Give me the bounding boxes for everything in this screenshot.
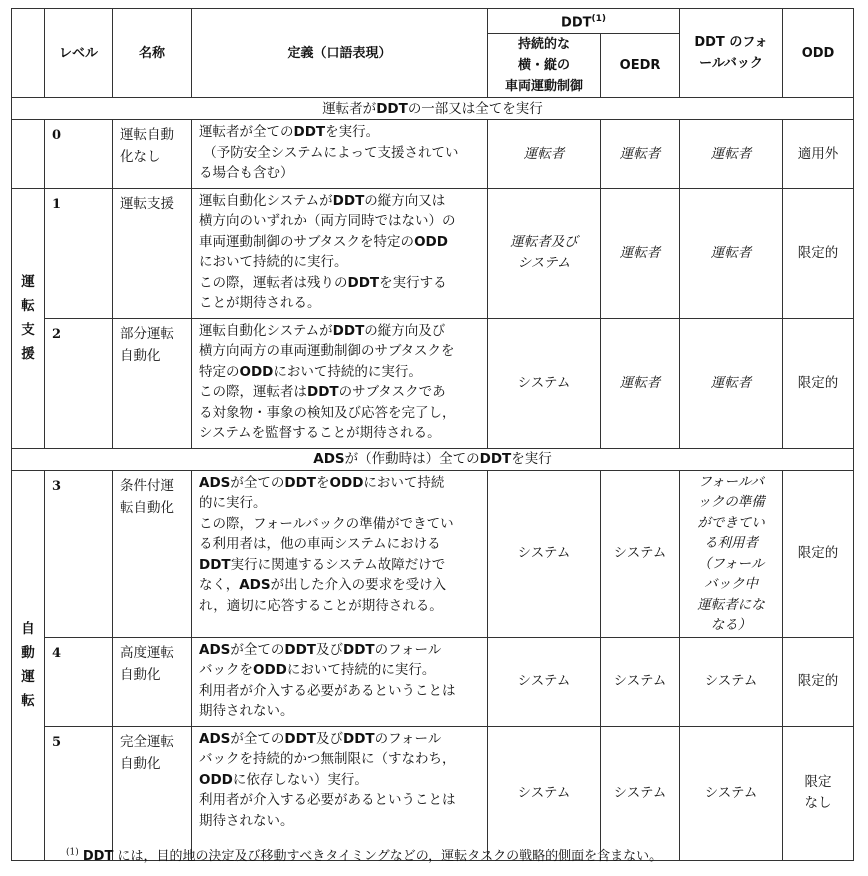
level-2-definition <box>192 318 488 448</box>
level-5-fallback: システム <box>680 726 783 860</box>
def-line: 運転自動化システムがDDTの縦方向又は <box>199 192 446 209</box>
def-line: る場合も含む） <box>199 165 294 182</box>
def-line: （予防安全システムによって支援されてい <box>203 144 459 161</box>
level-2-number: 2 <box>45 318 113 448</box>
level-1-definition <box>192 188 488 318</box>
def-line: 運転者が全てのDDTを実行。 <box>199 124 380 141</box>
section-driver-text: の一部又は全てを実行 <box>407 100 543 117</box>
level-0-name-l2: 化なし <box>120 149 161 166</box>
level-1-odd: 限定的 <box>783 188 854 318</box>
section-ads-row: ADSが（作動時は）全てのDDTを実行 <box>12 448 854 470</box>
level-5-odd: 限定 なし <box>783 726 854 860</box>
footnote-term: DDT <box>82 849 114 864</box>
def-line: る利用者は，他の車両システムにおける <box>199 536 441 553</box>
level-5-number: 5 <box>45 726 113 860</box>
header-ddt <box>488 9 680 34</box>
level-2-fallback: 運転者 <box>680 318 783 448</box>
level-4-oedr: システム <box>601 637 680 726</box>
section-driver-pre: 運転者が <box>322 100 377 117</box>
section-driver-ddt: DDT <box>376 100 408 117</box>
level-4-sustained: システム <box>488 637 601 726</box>
def-line: システムを監督することが期待される。 <box>199 425 441 442</box>
level-4-definition <box>192 637 488 726</box>
level-0-fallback: 運転者 <box>680 120 783 189</box>
level-4-odd: 限定的 <box>783 637 854 726</box>
header-oedr: OEDR <box>601 34 680 98</box>
def-line: ODDに依存しない）実行。 <box>199 771 368 788</box>
level-3-name: 条件付運 転自動化 <box>113 470 192 637</box>
level-3-definition <box>192 470 488 637</box>
def-line: ADSが全てのDDTをODDにおいて持続 <box>199 474 445 491</box>
header-sustained-control <box>488 34 601 98</box>
level-4-name: 高度運転 自動化 <box>113 637 192 726</box>
level-5-sustained: システム <box>488 726 601 860</box>
header-sustained-l3: 車両運動制御 <box>504 79 583 95</box>
header-fallback <box>680 9 783 98</box>
level-1-name-l1: 運転支援 <box>120 195 174 212</box>
corner-cell <box>12 9 45 98</box>
level-3-sustained: システム <box>488 470 601 637</box>
sae-levels-table <box>11 8 854 861</box>
def-line: 期待されない。 <box>199 812 294 829</box>
def-line: ことが期待される。 <box>199 295 321 312</box>
level-2-sustained: システム <box>488 318 601 448</box>
header-ddt-text: DDT <box>561 15 592 31</box>
def-line: この際，運転者は残りのDDTを実行する <box>199 274 447 291</box>
def-line: 利用者が介入する必要があるということは <box>199 682 456 699</box>
def-line: この際，運転者はDDTのサブタスクであ <box>199 384 446 401</box>
level-0-sustained: 運転者 <box>488 120 601 189</box>
def-line: この際，フォールバックの準備ができてい <box>199 515 454 532</box>
header-definition: 定義（口語表現） <box>192 9 488 98</box>
level-0-oedr: 運転者 <box>601 120 680 189</box>
level-1-name <box>113 188 192 318</box>
header-fallback-l1: DDT のフォ <box>694 35 768 51</box>
level-5-definition <box>192 726 488 860</box>
level-0-odd: 適用外 <box>783 120 854 189</box>
def-line: る対象物・事象の検知及び応答を完了し， <box>199 404 456 421</box>
def-line: 期待されない。 <box>199 703 294 720</box>
def-line: ADSが全てのDDT及びDDTのフォール <box>199 730 442 747</box>
level-0-name-l1: 運転自動 <box>120 127 174 144</box>
level-1-number: 1 <box>45 188 113 318</box>
level-4-fallback: システム <box>680 637 783 726</box>
header-fallback-l2: ールバック <box>699 56 763 72</box>
def-line: 特定のODDにおいて持続的に実行。 <box>199 363 422 380</box>
level-1-sustained: 運転者及び システム <box>488 188 601 318</box>
level-5-oedr: システム <box>601 726 680 860</box>
level-5-name: 完全運転 自動化 <box>113 726 192 860</box>
def-line: れ，適切に応答することが期待される。 <box>199 597 443 614</box>
def-line: 的に実行。 <box>199 495 267 512</box>
group-label-automated-driving: 自 動 運 転 <box>12 470 45 860</box>
header-odd: ODD <box>783 9 854 98</box>
section-driver-row <box>12 98 854 120</box>
def-line: において持続的に実行。 <box>199 254 348 271</box>
def-line: DDT実行に関連するシステム故障だけで <box>199 556 446 573</box>
footnote <box>66 845 662 864</box>
def-line: 利用者が介入する必要があるということは <box>199 792 456 809</box>
footnote-marker: (1) <box>66 847 79 858</box>
group-label-driver-assist: 運 転 支 援 <box>12 188 45 448</box>
level-0-name <box>113 120 192 189</box>
level-2-odd: 限定的 <box>783 318 854 448</box>
def-line: なく，ADSが出した介入の要求を受け入 <box>199 577 447 594</box>
footnote-text: には，目的地の決定及び移動すべきタイミングなどの，運転タスクの戦略的側面を含まない。 <box>117 849 663 864</box>
def-line: 横方向両方の車両運動制御のサブタスクを <box>199 343 455 360</box>
def-line: バックを持続的かつ無制限に（すなわち， <box>199 751 456 768</box>
header-ddt-sup: (1) <box>591 14 606 24</box>
level-1-fallback: 運転者 <box>680 188 783 318</box>
level-0-definition <box>192 120 488 189</box>
def-line: 運転自動化システムがDDTの縦方向及び <box>199 322 446 339</box>
level-2-name: 部分運転 自動化 <box>113 318 192 448</box>
level-3-fallback: フォールバ ックの準備 ができてい る利用者 （フォール バック中 運転者にな なる） <box>680 470 783 637</box>
group-spacer-0 <box>12 120 45 189</box>
level-1-oedr: 運転者 <box>601 188 680 318</box>
level-4-number: 4 <box>45 637 113 726</box>
level-3-odd: 限定的 <box>783 470 854 637</box>
level-3-oedr: システム <box>601 470 680 637</box>
level-3-number: 3 <box>45 470 113 637</box>
def-line: 車両運動制御のサブタスクを特定のODD <box>199 233 448 250</box>
def-line: ADSが全てのDDT及びDDTのフォール <box>199 641 442 658</box>
level-2-oedr: 運転者 <box>601 318 680 448</box>
level-0-number: 0 <box>45 120 113 189</box>
def-line: バックをODDにおいて持続的に実行。 <box>199 662 436 679</box>
header-name: 名称 <box>113 9 192 98</box>
header-sustained-l1: 持続的な <box>517 37 570 53</box>
def-line: 横方向のいずれか（両方同時ではない）の <box>199 213 456 230</box>
header-sustained-l2: 横・縦の <box>517 58 570 74</box>
header-level: レベル <box>45 9 113 98</box>
